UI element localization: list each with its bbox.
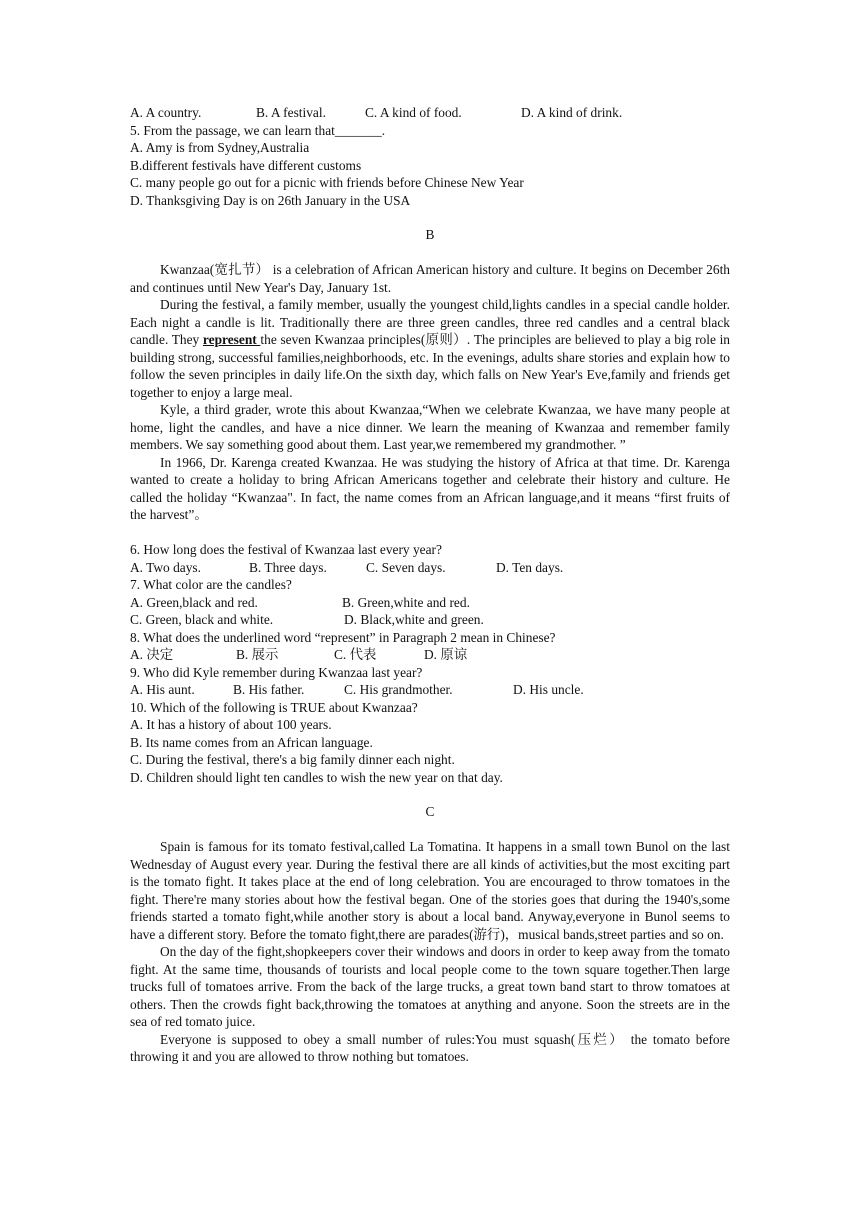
q4-option-a: A. A country. [130,105,202,120]
q6-option-d: D. Ten days. [496,559,564,575]
q10-option-a: A. It has a history of about 100 years. [130,717,332,732]
q6-option-b: B. Three days. [249,559,327,575]
q4-option-b: B. A festival. [256,105,326,120]
q9-stem: 9. Who did Kyle remember during Kwanzaa last year? [130,664,423,680]
section-c-paragraph-1: Spain is famous for its tomato festival,called La Tomatina. It happens in a small town Bunol on the last Wednesday of August every year. During the festival there are all kinds of activities,but the most exciting part is the tomato fight. It takes place at the end of long celebration. You are encouraged to throw tomatoes in the fight. There're many stories about how the festival began. One of the stories goes that during the 1940's,some friends started a tomato fight,while another story is about a local band. Anyway,everyone in Bunol seems to have a different story. Before the tomato fight,there are parades(游行)，musical bands,street parties and so on. [130,839,730,942]
q9-options [130,681,730,699]
q8-stem: 8. What does the underlined word “represent” in Paragraph 2 mean in Chinese? [130,629,556,645]
q4-options [130,104,730,122]
section-b-paragraph-2 [130,296,730,401]
q7-option-b: B. Green,white and red. [342,594,470,610]
q10-option-d: D. Children should light ten candles to wish the new year on that day. [130,769,503,785]
q7-options-row-1 [130,594,730,612]
section-c-paragraph-2: On the day of the fight,shopkeepers cover their windows and doors in order to keep away from the tomato fight. At the same time, thousands of tourists and local people come to the town square together.Then large trucks full of tomatoes arrive. From the back of the large trucks, a great town band start to throw tomatoes at others. Then the crowds fight back,throwing the tomatoes at anything and anyone. Soon the streets are in the sea of red tomato juice. [130,944,730,1029]
section-b-title: B [425,227,435,242]
section-c-title: C [425,804,435,819]
q8-option-c: C. 代表 [334,647,377,662]
q4-option-c: C. A kind of food. [365,105,462,120]
q7-option-c: C. Green, black and white. [130,612,274,627]
q9-option-d: D. His uncle. [513,682,584,697]
q5-option-b: B.different festivals have different customs [130,157,362,173]
q5-option-a: A. Amy is from Sydney,Australia [130,140,310,155]
q10-option-c: C. During the festival, there's a big family dinner each night. [130,752,455,767]
q7-stem: 7. What color are the candles? [130,577,292,592]
q6-option-c: C. Seven days. [366,559,446,575]
q7-option-a: A. Green,black and red. [130,594,258,610]
section-b-paragraph-4: In 1966, Dr. Karenga created Kwanzaa. He was studying the history of Africa at that time. Dr. Karenga wanted to create a holiday to bring African Americans together and celebrate their history and culture. He called the holiday “Kwanzaa". In fact, the name comes from an African language,and it means “first fruits of the harvest”。 [130,454,730,522]
q6-options [130,559,730,577]
q8-option-b: B. 展示 [236,647,279,662]
spacer [130,524,730,542]
q6-stem: 6. How long does the festival of Kwanzaa last every year? [130,542,442,557]
q5-option-d: D. Thanksgiving Day is on 26th January in the USA [130,192,411,208]
q9-option-b: B. His father. [233,682,305,697]
q7-option-d: D. Black,white and green. [344,612,484,627]
q10-stem: 10. Which of the following is TRUE about Kwanzaa? [130,699,418,715]
q9-option-a: A. His aunt. [130,682,195,697]
section-b-paragraph-1: Kwanzaa(宽扎节） is a celebration of African American history and culture. It begins on December 26th and continues until New Year's Day, January 1st. [130,262,730,295]
q7-options-row-2 [130,611,730,629]
page-content [130,104,730,1066]
q5-option-c: C. many people go out for a picnic with friends before Chinese New Year [130,175,524,190]
q8-option-d: D. 原谅 [424,647,468,662]
paragraph-2-text-before: During the festival, a family member, usually the youngest child,lights candles in a special candle holder. Each night a candle is lit. Traditionally there are three green candles, three red candles and a central black candle. They [130,297,730,347]
q5-stem: 5. From the passage, we can learn that_______. [130,122,386,138]
q9-option-c: C. His grandmother. [344,682,453,697]
q8-options [130,646,730,664]
section-b-paragraph-3: Kyle, a third grader, wrote this about Kwanzaa,“When we celebrate Kwanzaa, we have many people at home, light the candles, and have a nice dinner. We learn the meaning of Kwanzaa and remember family members. We say something good about them. Last year,we remembered my grandmother. ” [130,402,730,452]
section-c-paragraph-3: Everyone is supposed to obey a small number of rules:You must squash(压烂） the tomato before throwing it and you are allowed to throw nothing but tomatoes. [130,1031,730,1064]
paragraph-2-text-after: the seven Kwanzaa principles(原则）. The principles are believed to play a big role in building strong, successful families,neighborhoods, etc. In the evenings, adults share stories and explain how to follow the seven principles in daily life.On the sixth day, which falls on New Year's Eve,family and friends get together to enjoy a large meal. [130,332,731,400]
underlined-word-represent: represent [202,332,261,347]
q8-option-a: A. 决定 [130,647,174,662]
q6-option-a: A. Two days. [130,559,201,575]
q10-option-b: B. Its name comes from an African language. [130,734,373,750]
q4-option-d: D. A kind of drink. [521,105,623,120]
